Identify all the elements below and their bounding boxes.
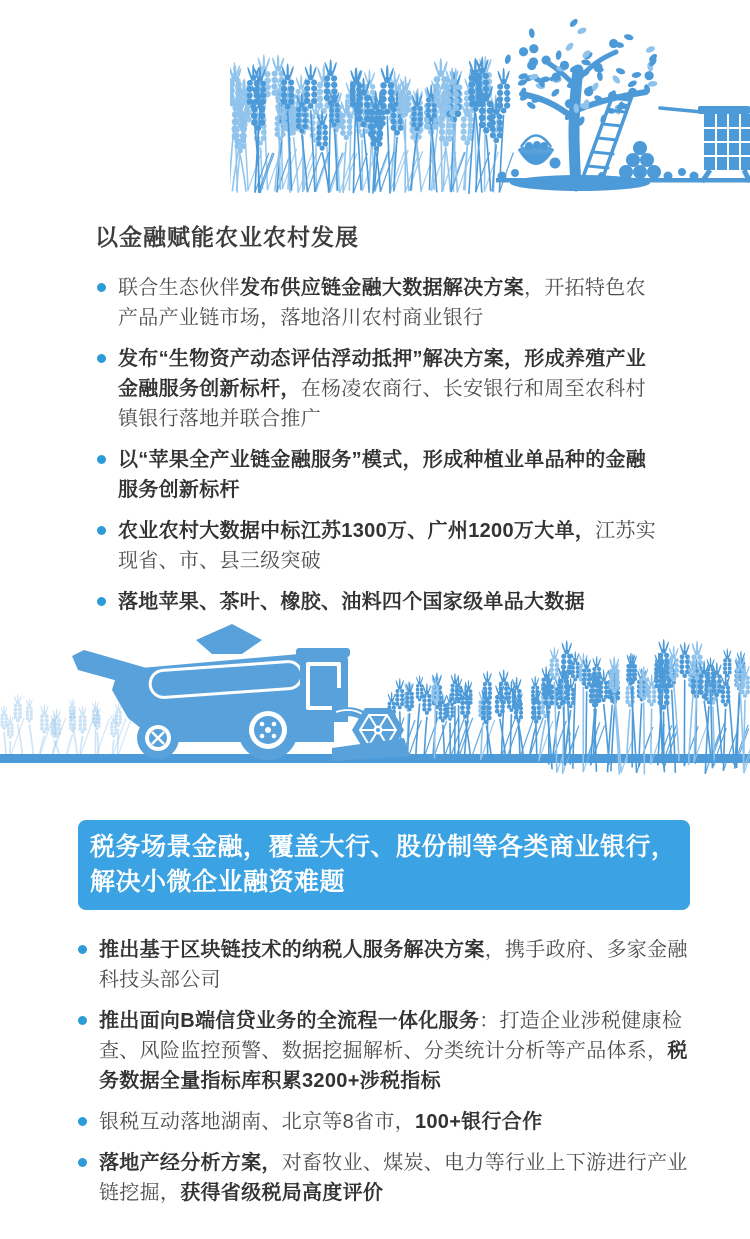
section-title: 以金融赋能农业农村发展 — [95, 224, 359, 250]
rear-wheel-icon — [137, 717, 179, 759]
bullet-text: 农业农村大数据中标江苏1300万、广州1200万大单，江苏实现省、市、县三级突破 — [118, 520, 656, 572]
fruit-pile-icon — [619, 141, 661, 179]
bullet-text: 落地苹果、茶叶、橡胶、油料四个国家级单品大数据 — [118, 591, 585, 613]
bullet-text: 推出面向B端信贷业务的全流程一体化服务：打造企业涉税健康检查、风险监控预警、数据挖掘解析、分类统计分析等产品体系，税务数据全量指标库积累3200+涉税指标 — [99, 1010, 688, 1092]
bullet-text: 推出基于区块链技术的纳税人服务解决方案，携手政府、多家金融科技头部公司 — [99, 939, 688, 991]
bullet-list — [78, 935, 690, 1208]
bullet-text: 发布“生物资产动态评估浮动抵押”解决方案，形成养殖产业金融服务创新标杆，在杨凌农商行、长安银行和周至农科村镇银行落地并联合推广 — [118, 348, 647, 430]
stubble-icon — [0, 693, 131, 758]
bullet-dot-icon — [78, 945, 87, 954]
list-item — [78, 1148, 690, 1208]
bullet-dot-icon — [78, 1117, 87, 1126]
bullet-list — [95, 273, 661, 617]
section-banner — [78, 820, 690, 910]
bullet-dot-icon — [97, 597, 106, 606]
bullet-text: 以“苹果全产业链金融服务”模式，形成种植业单品种的金融服务创新标杆 — [118, 449, 647, 501]
bullet-dot-icon — [78, 1158, 87, 1167]
header-reel-icon — [332, 708, 410, 761]
harvest-cart-icon — [660, 106, 750, 182]
list-item — [95, 273, 661, 333]
bullet-dot-icon — [78, 1016, 87, 1025]
combine-harvester-icon — [72, 624, 410, 761]
list-item — [95, 587, 661, 617]
harvest-scene-illustration — [230, 0, 750, 196]
list-item — [95, 516, 661, 576]
wheat-field-icon — [387, 669, 566, 761]
bullet-text: 联合生态伙伴发布供应链金融大数据解决方案，开拓特色农产品产业链市场，落地洛川农村商业银行 — [118, 277, 646, 329]
bullet-text: 落地产经分析方案，对畜牧业、煤炭、电力等行业上下游进行产业链挖掘，获得省级税局高度评价 — [99, 1152, 688, 1204]
picker-figure-icon — [550, 158, 561, 169]
banner-line: 解决小微企业融资难题 — [90, 868, 346, 896]
bullet-dot-icon — [97, 526, 106, 535]
bullet-dot-icon — [97, 283, 106, 292]
list-item — [78, 935, 690, 995]
basket-icon — [518, 136, 554, 166]
section-agriculture — [95, 222, 661, 628]
front-wheel-icon — [238, 700, 298, 760]
list-item — [78, 1107, 690, 1137]
list-item — [95, 344, 661, 434]
list-item — [95, 445, 661, 505]
bullet-dot-icon — [97, 455, 106, 464]
list-item — [78, 1006, 690, 1096]
bullet-text: 银税互动落地湖南、北京等8省市，100+银行合作 — [99, 1111, 543, 1133]
banner-line: 税务场景金融，覆盖大行、股份制等各类商业银行， — [90, 833, 677, 861]
bullet-dot-icon — [97, 354, 106, 363]
section-tax-finance — [78, 820, 690, 1219]
combine-harvester-illustration — [0, 618, 750, 786]
